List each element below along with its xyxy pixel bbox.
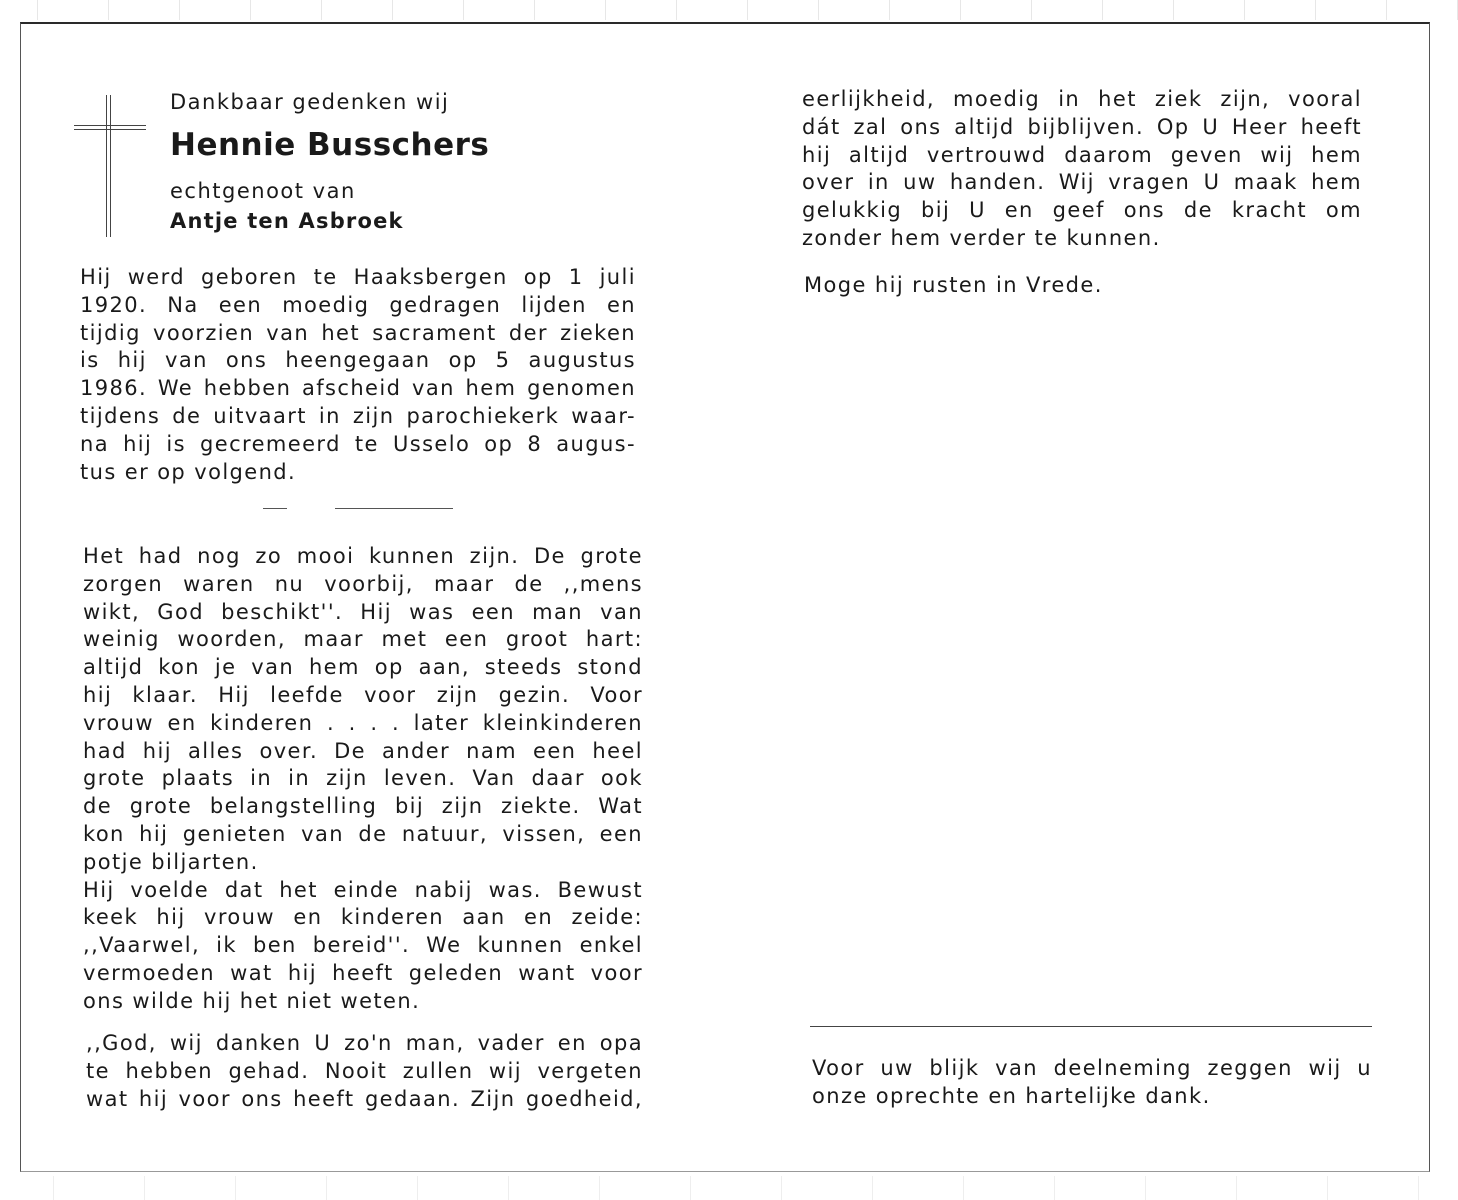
text-line: onze oprechte en hartelijke dank. [812,1083,1211,1108]
text-line: eerlijkheid, moedig in het ziek zijn, vooral [802,87,1362,111]
spouse-name: Antje ten Asbroek [170,209,404,233]
text-line: had hij alles over. De ander nam een heel [83,738,643,763]
biography-paragraph [80,264,636,486]
text-line: kon hij genieten van de natuur, vissen, een [83,821,643,846]
text-line: Voor uw blijk van deelneming zeggen wij u [812,1056,1372,1080]
text-line: Hij voelde dat het einde nabij was. Bewust [83,877,643,902]
text-line: gelukkig bij U en geef ons de kracht om [802,198,1362,223]
text-line: zorgen waren nu voorbij, maar de ,,mens [83,571,643,596]
text-line: ,,God, wij danken U zo'n man, vader en opa [86,1031,643,1055]
section-divider [810,1026,1372,1027]
rest-in-peace-text: Moge hij rusten in Vrede. [804,273,1103,297]
tribute-paragraph [83,543,643,1016]
scan-artifact-bottom [0,1176,1458,1200]
text-line: altijd kon je van hem op aan, steeds stond [83,655,643,680]
text-line: tijdens de uitvaart in zijn parochiekerk waar- [80,403,636,428]
text-line: vrouw en kinderen . . . . later kleinkinderen [83,710,643,735]
text-line: keek hij vrouw en kinderen aan en zeide: [83,905,643,930]
text-line: vermoeden wat hij heeft geleden want voor [83,960,643,985]
prayer-paragraph [86,1030,643,1113]
text-line: dát zal ons altijd bijblijven. Op U Heer heeft [802,114,1362,139]
text-line: weinig woorden, maar met een groot hart: [83,627,643,652]
text-line: na hij is gecremeerd te Usselo op 8 augus- [80,431,636,456]
text-line: wikt, God beschikt''. Hij was een man van [83,599,643,624]
text-line: 1920. Na een moedig gedragen lijden en [80,292,636,317]
text-line: potje biljarten. [83,849,259,874]
text-line: ,,Vaarwel, ik ben bereid''. We kunnen enkel [83,933,643,958]
text-line: hij altijd vertrouwd daarom geven wij hem [802,142,1362,167]
text-line: hij klaar. Hij leefde voor zijn gezin. Voor [83,682,643,707]
text-line: grote plaats in in zijn leven. Van daar ook [83,766,643,791]
text-line: tijdig voorzien van het sacrament der zieken [80,320,636,345]
text-line: de grote belangstelling bij zijn ziekte. Wat [83,794,643,819]
spouse-label: echtgenoot van [170,179,356,203]
text-line: 1986. We hebben afscheid van hem genomen [80,376,636,401]
text-line: Hij werd geboren te Haaksbergen op 1 juli [80,265,636,289]
text-line: ons wilde hij het niet weten. [83,988,421,1013]
text-line: zonder hem verder te kunnen. [802,225,1161,250]
deceased-name: Hennie Busschers [170,127,490,163]
text-line: over in uw handen. Wij vragen U maak hem [802,170,1362,195]
text-line: te hebben gehad. Nooit zullen wij vergeten [86,1058,643,1083]
prayer-continuation [802,86,1362,253]
intro-text: Dankbaar gedenken wij [170,90,450,114]
text-line: tus er op volgend. [80,459,297,484]
thanks-paragraph [812,1055,1372,1111]
scan-artifact-top [0,0,1458,20]
section-divider [263,508,453,509]
text-line: is hij van ons heengegaan op 5 augustus [80,348,636,373]
text-line: wat hij voor ons heeft gedaan. Zijn goedheid, [86,1086,643,1111]
cross-icon [74,95,146,237]
text-line: Het had nog zo mooi kunnen zijn. De grote [83,544,643,568]
